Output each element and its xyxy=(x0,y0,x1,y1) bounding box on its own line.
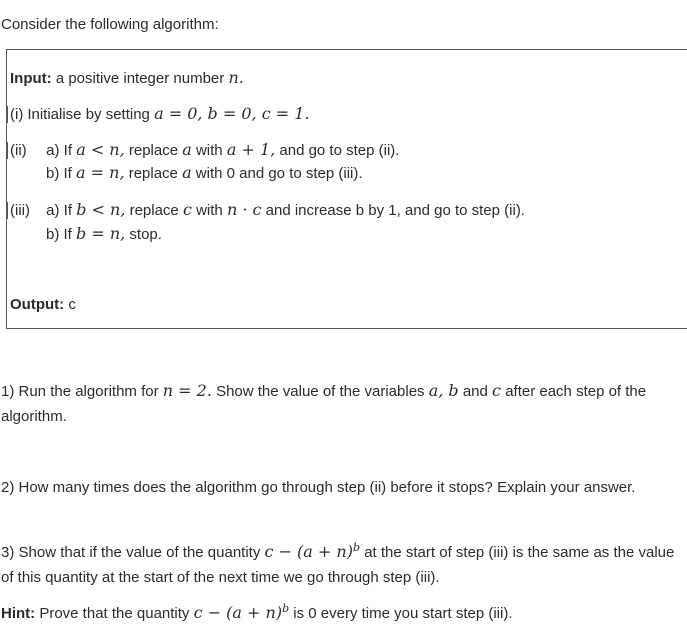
hint-math: c − (a + n) xyxy=(193,603,283,622)
init-text: Initialise by setting xyxy=(27,106,150,123)
q1-text-end: after each step of the algorithm. xyxy=(1,383,647,425)
q3-exp: b xyxy=(352,541,361,554)
input-label: Input: xyxy=(10,70,52,87)
step3a-end: and increase b by 1, and go to step (ii). xyxy=(265,202,525,219)
question-2: 2) How many times does the algorithm go through step (ii) before it stops? Explain your answer. xyxy=(1,479,636,496)
question-1 xyxy=(1,378,681,429)
q1-c: c xyxy=(492,381,502,400)
input-var: n. xyxy=(228,68,244,87)
step3a-line xyxy=(7,200,525,219)
step2a-prefix: a) If xyxy=(46,142,73,159)
question-3 xyxy=(1,535,681,590)
q1-and: and xyxy=(462,383,488,400)
step2a-cond: a < n, xyxy=(76,140,125,159)
hint-label: Hint: xyxy=(1,605,36,622)
step3-tag: (iii) xyxy=(7,202,42,219)
output-label: Output: xyxy=(10,296,65,313)
step2b-mid: replace xyxy=(128,165,178,182)
init-math: a = 0, b = 0, c = 1. xyxy=(154,104,310,123)
init-line xyxy=(7,104,310,123)
hint-text-b: is 0 every time you start step (iii). xyxy=(293,605,513,622)
input-text: a positive integer number xyxy=(55,70,225,87)
init-tag: (i) xyxy=(7,106,27,123)
step2a-expr: a + 1, xyxy=(226,140,276,159)
q1-math: n = 2. xyxy=(162,381,212,400)
output-line xyxy=(10,296,76,313)
step3a-with: with xyxy=(196,202,223,219)
hint-text-a: Prove that the quantity xyxy=(39,605,190,622)
step2b-end: with 0 and go to step (iii). xyxy=(195,165,363,182)
step2a-var: a xyxy=(182,140,192,159)
input-line xyxy=(10,68,244,87)
step3b-line xyxy=(46,224,162,243)
step2b-var: a xyxy=(182,163,192,182)
intro-text: Consider the following algorithm: xyxy=(1,16,219,33)
step3a-mid: replace xyxy=(129,202,179,219)
hint xyxy=(1,596,681,626)
step2-tag: (ii) xyxy=(7,142,42,159)
algorithm-box xyxy=(6,49,687,329)
step3b-cond: b = n, xyxy=(76,224,126,243)
step3a-var: c xyxy=(182,200,192,219)
q1-text-a: 1) Run the algorithm for xyxy=(1,383,159,400)
step2a-mid: replace xyxy=(128,142,179,159)
step3b-end: stop. xyxy=(129,226,162,243)
step3a-cond: b < n, xyxy=(76,200,126,219)
q1-text-b: Show the value of the variables xyxy=(216,383,425,400)
output-text: c xyxy=(68,296,76,313)
step2b-cond: a = n, xyxy=(76,163,125,182)
step2a-with: with xyxy=(195,142,223,159)
q1-vars: a, b xyxy=(428,381,459,400)
step2a-end: and go to step (ii). xyxy=(279,142,400,159)
q3-math: c − (a + n) xyxy=(264,542,353,561)
step2b-prefix: b) If xyxy=(46,165,72,182)
q3-text-a: 3) Show that if the value of the quantity xyxy=(1,544,261,561)
step3a-expr: n · c xyxy=(226,200,262,219)
step3b-prefix: b) If xyxy=(46,226,72,243)
step2a-line xyxy=(7,140,399,159)
hint-exp: b xyxy=(282,602,290,615)
step2b-line xyxy=(46,163,363,182)
step3a-prefix: a) If xyxy=(46,202,73,219)
q3-text-b: at the start of step (iii) is the same as the value of this quantity at the start of the next time we go through step (iii). xyxy=(1,544,675,586)
